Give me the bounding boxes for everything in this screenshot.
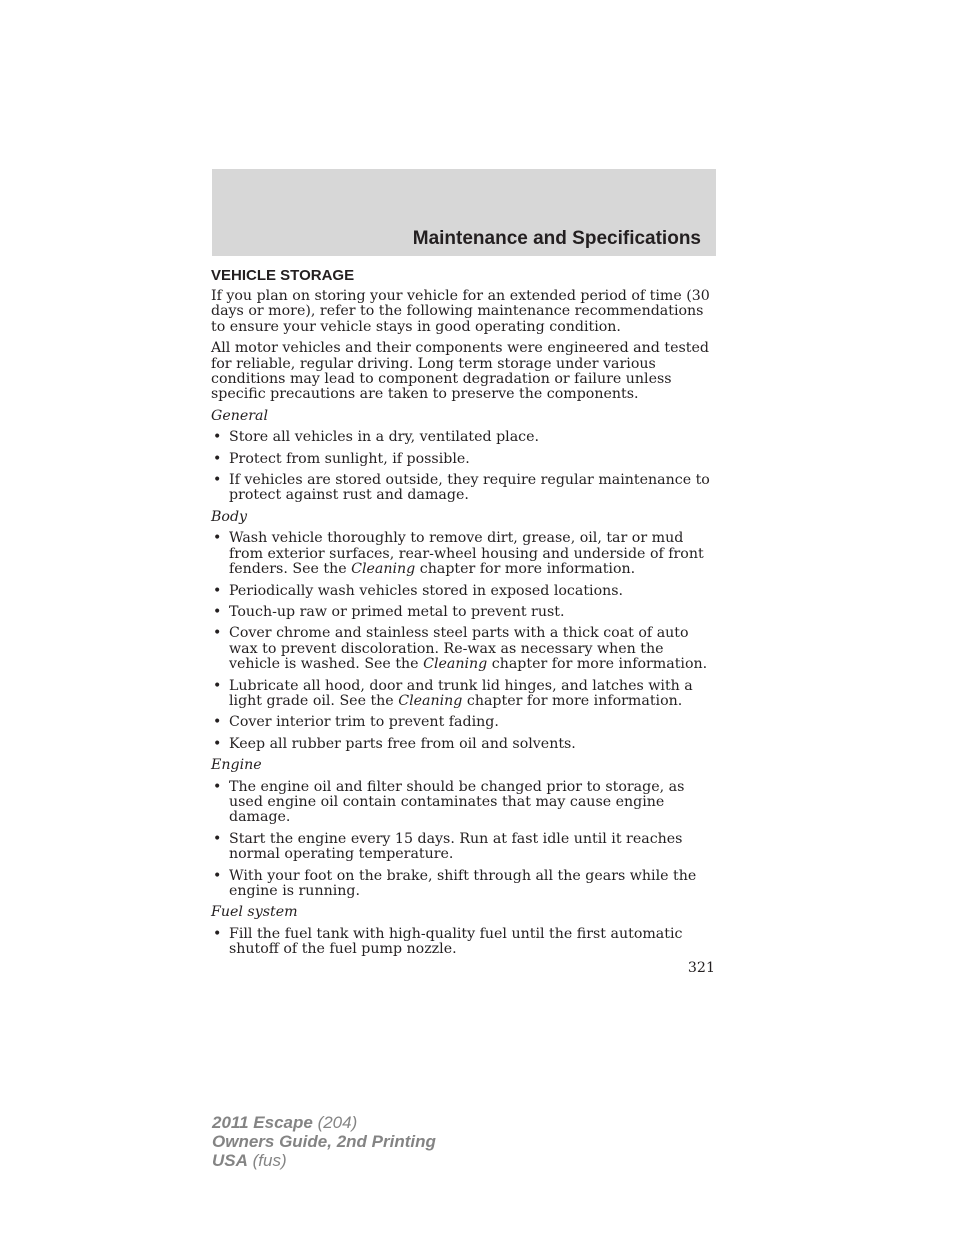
- body-list: [211, 531, 717, 752]
- list-item: [211, 679, 717, 710]
- list-item-text: Lubricate all hood, door and trunk lid hinges, and latches with a light grade oil. See the: [229, 677, 693, 709]
- intro-paragraph: All motor vehicles and their components were engineered and tested for reliable, regular driving. Long term storage under various conditions may lead to component degradation or failure unless specific precautions are taken to preserve the components.: [211, 340, 709, 403]
- subheading-general: General: [211, 407, 269, 424]
- list-item-text: chapter for more information.: [415, 561, 636, 578]
- engine-list: [211, 780, 717, 900]
- footer-model: 2011 Escape: [212, 1113, 313, 1132]
- chapter-reference: Cleaning: [423, 656, 488, 673]
- chapter-reference: Cleaning: [351, 561, 416, 578]
- fuel-list: [211, 927, 717, 958]
- footer-line-model: [212, 1113, 436, 1132]
- list-item: • Fill the fuel tank with high-quality fuel until the first automatic shutoff of the fuel pump nozzle.: [211, 927, 717, 958]
- list-item: • Start the engine every 15 days. Run at fast idle until it reaches normal operating temperature.: [211, 832, 717, 863]
- list-item-text: Wash vehicle thoroughly to remove dirt, grease, oil, tar or mud from exterior surfaces, rear-wheel housing and underside of front fenders. See the: [229, 530, 704, 578]
- footer-market-code: (fus): [252, 1151, 287, 1170]
- list-item: • With your foot on the brake, shift through all the gears while the engine is running.: [211, 869, 717, 900]
- chapter-title: Maintenance and Specifications: [412, 228, 701, 249]
- chapter-reference: Cleaning: [398, 692, 463, 709]
- general-list: [211, 430, 717, 504]
- page-number: 321: [687, 960, 715, 976]
- intro-paragraph: If you plan on storing your vehicle for an extended period of time (30 days or more), refer to the following maintenance recommendations to ensure your vehicle stays in good operating condition.: [211, 288, 710, 335]
- list-item: • The engine oil and filter should be changed prior to storage, as used engine oil contain contaminates that may cause engine damage.: [211, 780, 717, 826]
- list-item: • If vehicles are stored outside, they require regular maintenance to protect against rust and damage.: [211, 473, 717, 504]
- list-item-text: chapter for more information.: [462, 692, 683, 709]
- page-content: [211, 267, 717, 964]
- list-item-text: Cover chrome and stainless steel parts with a thick coat of auto wax to prevent discoloration. Re-wax as necessary when the vehicle is washed. See the: [229, 625, 689, 673]
- chapter-header-band: [212, 169, 716, 256]
- list-item: • Cover interior trim to prevent fading.: [211, 715, 717, 730]
- subheading-fuel-system: Fuel system: [211, 904, 298, 921]
- list-item: • Keep all rubber parts free from oil and solvents.: [211, 737, 717, 752]
- list-item: [211, 626, 717, 672]
- list-item: • Protect from sunlight, if possible.: [211, 452, 717, 467]
- list-item: [211, 531, 717, 577]
- footer-model-code: (204): [317, 1113, 358, 1132]
- footer-line-market: [212, 1151, 436, 1170]
- list-item: • Periodically wash vehicles stored in exposed locations.: [211, 584, 717, 599]
- subheading-engine: Engine: [211, 757, 262, 774]
- list-item-text: chapter for more information.: [487, 656, 708, 673]
- subheading-body: Body: [211, 508, 248, 525]
- footer-market: USA: [212, 1151, 248, 1170]
- list-item: • Store all vehicles in a dry, ventilated place.: [211, 430, 717, 445]
- list-item: • Touch-up raw or primed metal to prevent rust.: [211, 605, 717, 620]
- footer-line-guide: [212, 1132, 436, 1151]
- footer-guide: Owners Guide, 2nd Printing: [212, 1132, 436, 1151]
- document-footer: [212, 1113, 436, 1170]
- section-title: VEHICLE STORAGE: [211, 267, 355, 284]
